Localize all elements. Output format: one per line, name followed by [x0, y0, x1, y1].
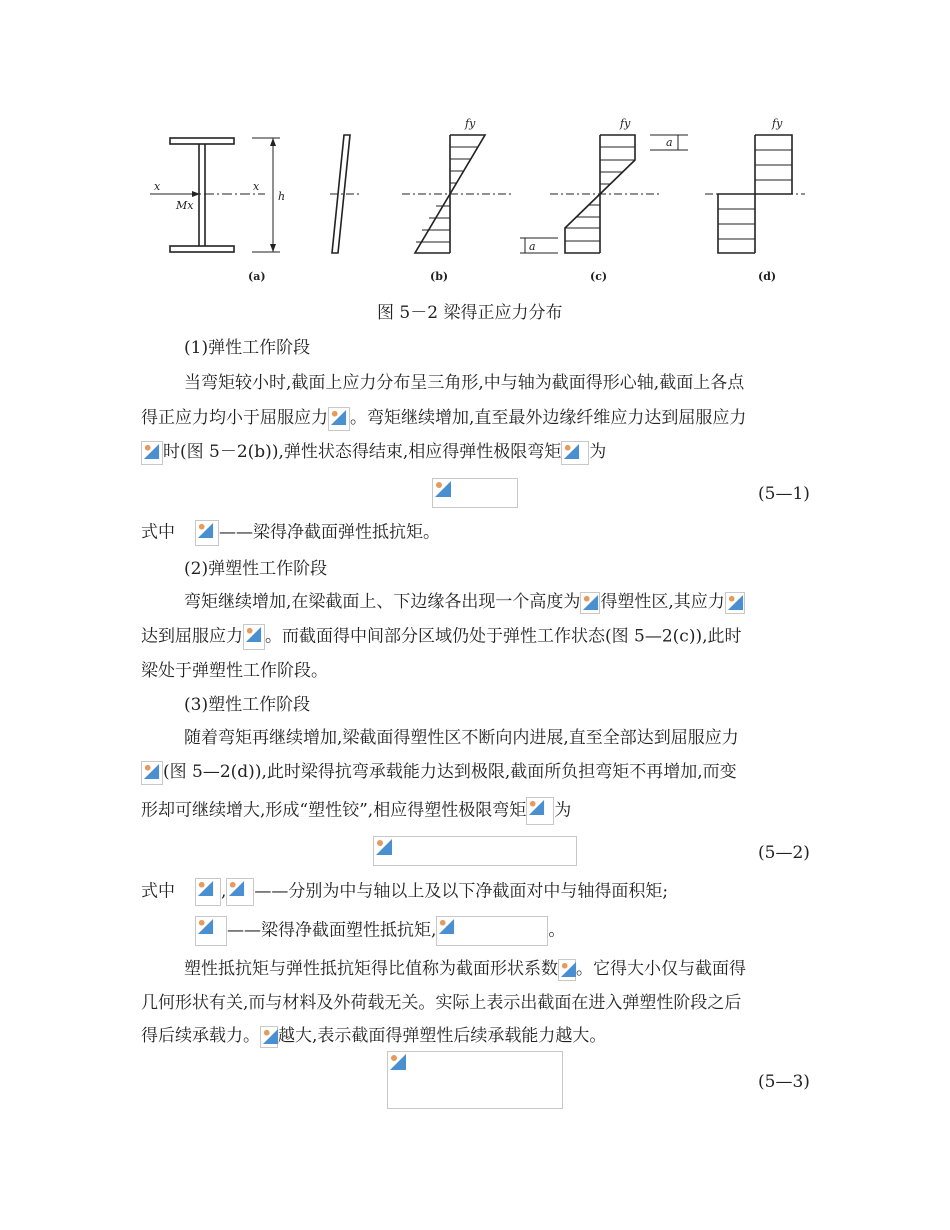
formula-image-icon: [141, 761, 163, 785]
paragraph-line: 形却可继续增大,形成“塑性铰”,相应得塑性极限弯矩 为: [141, 797, 571, 825]
a-label-top: a: [666, 136, 673, 149]
formula-image-icon: [226, 878, 254, 906]
equation-number: (5—2): [758, 843, 810, 863]
formula-image-icon: [195, 520, 219, 546]
fy-label-c: fy: [620, 117, 631, 130]
i-section-diagram: [150, 138, 280, 252]
paragraph-line: 时(图 5－2(b)),弹性状态得结束,相应得弹性极限弯矩 为: [141, 440, 606, 465]
x-label-right: x: [253, 180, 260, 193]
formula-image-icon: [436, 916, 548, 946]
formula-image-icon: [561, 441, 589, 465]
paragraph-line: 随着弯矩再继续增加,梁截面得塑性区不断向内进展,直至全部达到屈服应力: [184, 728, 739, 748]
label-c: (c): [590, 270, 608, 283]
h-label: h: [278, 190, 286, 203]
formula-image-icon: [328, 407, 350, 431]
section-3-title: (3)塑性工作阶段: [184, 695, 311, 715]
formula-image-icon: [195, 916, 227, 946]
equation-number: (5—3): [758, 1072, 810, 1092]
paragraph-line: 弯矩继续增加,在梁截面上、下边缘各出现一个高度为 得塑性区,其应力: [184, 590, 745, 614]
label-b: (b): [430, 270, 449, 283]
figure-caption: 图 5－2 梁得正应力分布: [377, 303, 563, 323]
stress-diagram-c: [520, 135, 688, 253]
label-d: (d): [758, 270, 777, 283]
formula-image-icon: [195, 878, 221, 906]
formula-image-icon: [558, 959, 576, 981]
paragraph-line: 几何形状有关,而与材料及外荷载无关。实际上表示出截面在进入弹塑性阶段之后: [141, 993, 742, 1013]
label-a: (a): [248, 270, 266, 283]
stress-diagram-d: [705, 135, 805, 253]
section-1-title: (1)弹性工作阶段: [184, 338, 311, 358]
section-2-title: (2)弹塑性工作阶段: [184, 559, 328, 579]
formula-image-icon: [526, 797, 554, 825]
paragraph-line: 达到屈服应力 。而截面得中间部分区域仍处于弹性工作状态(图 5—2(c)),此时: [141, 624, 742, 650]
formula-image-icon: [725, 592, 745, 614]
mx-label: Mx: [176, 199, 194, 212]
x-label-left: x: [154, 180, 161, 193]
fy-label-b: fy: [465, 117, 476, 130]
elastic-stress-small: [330, 135, 360, 253]
a-label-bottom: a: [529, 240, 536, 253]
formula-image-icon: [243, 624, 265, 650]
formula-image-icon: [141, 441, 163, 465]
stress-distribution-figure: [140, 110, 810, 295]
definition-line: ——梁得净截面塑性抵抗矩, 。: [195, 916, 565, 946]
definition-line: 式中 , ——分别为中与轴以上及以下净截面对中与轴得面积矩;: [141, 878, 668, 906]
paragraph-line: 当弯矩较小时,截面上应力分布呈三角形,中与轴为截面得形心轴,截面上各点: [184, 373, 745, 393]
equation-5-2-image: [373, 836, 577, 866]
equation-5-3-image: [387, 1051, 563, 1109]
formula-image-icon: [580, 592, 600, 614]
equation-number: (5—1): [758, 484, 810, 504]
stress-diagram-b: [402, 135, 512, 253]
paragraph-line: 得后续承载力。 越大,表示截面得弹塑性后续承载能力越大。: [141, 1026, 607, 1046]
paragraph-line: 得正应力均小于屈服应力 。弯矩继续增加,直至最外边缘纤维应力达到屈服应力: [141, 406, 746, 431]
equation-5-1-image: [432, 478, 518, 508]
formula-image-icon: [260, 1026, 278, 1048]
fy-label-d: fy: [772, 117, 783, 130]
definition-line: 式中 ——梁得净截面弹性抵抗矩。: [141, 520, 440, 546]
paragraph-line: 梁处于弹塑性工作阶段。: [141, 661, 328, 681]
paragraph-line: 塑性抵抗矩与弹性抵抗矩得比值称为截面形状系数 。它得大小仅与截面得: [184, 959, 746, 979]
paragraph-line: (图 5—2(d)),此时梁得抗弯承载能力达到极限,截面所负担弯矩不再增加,而变: [141, 760, 737, 785]
